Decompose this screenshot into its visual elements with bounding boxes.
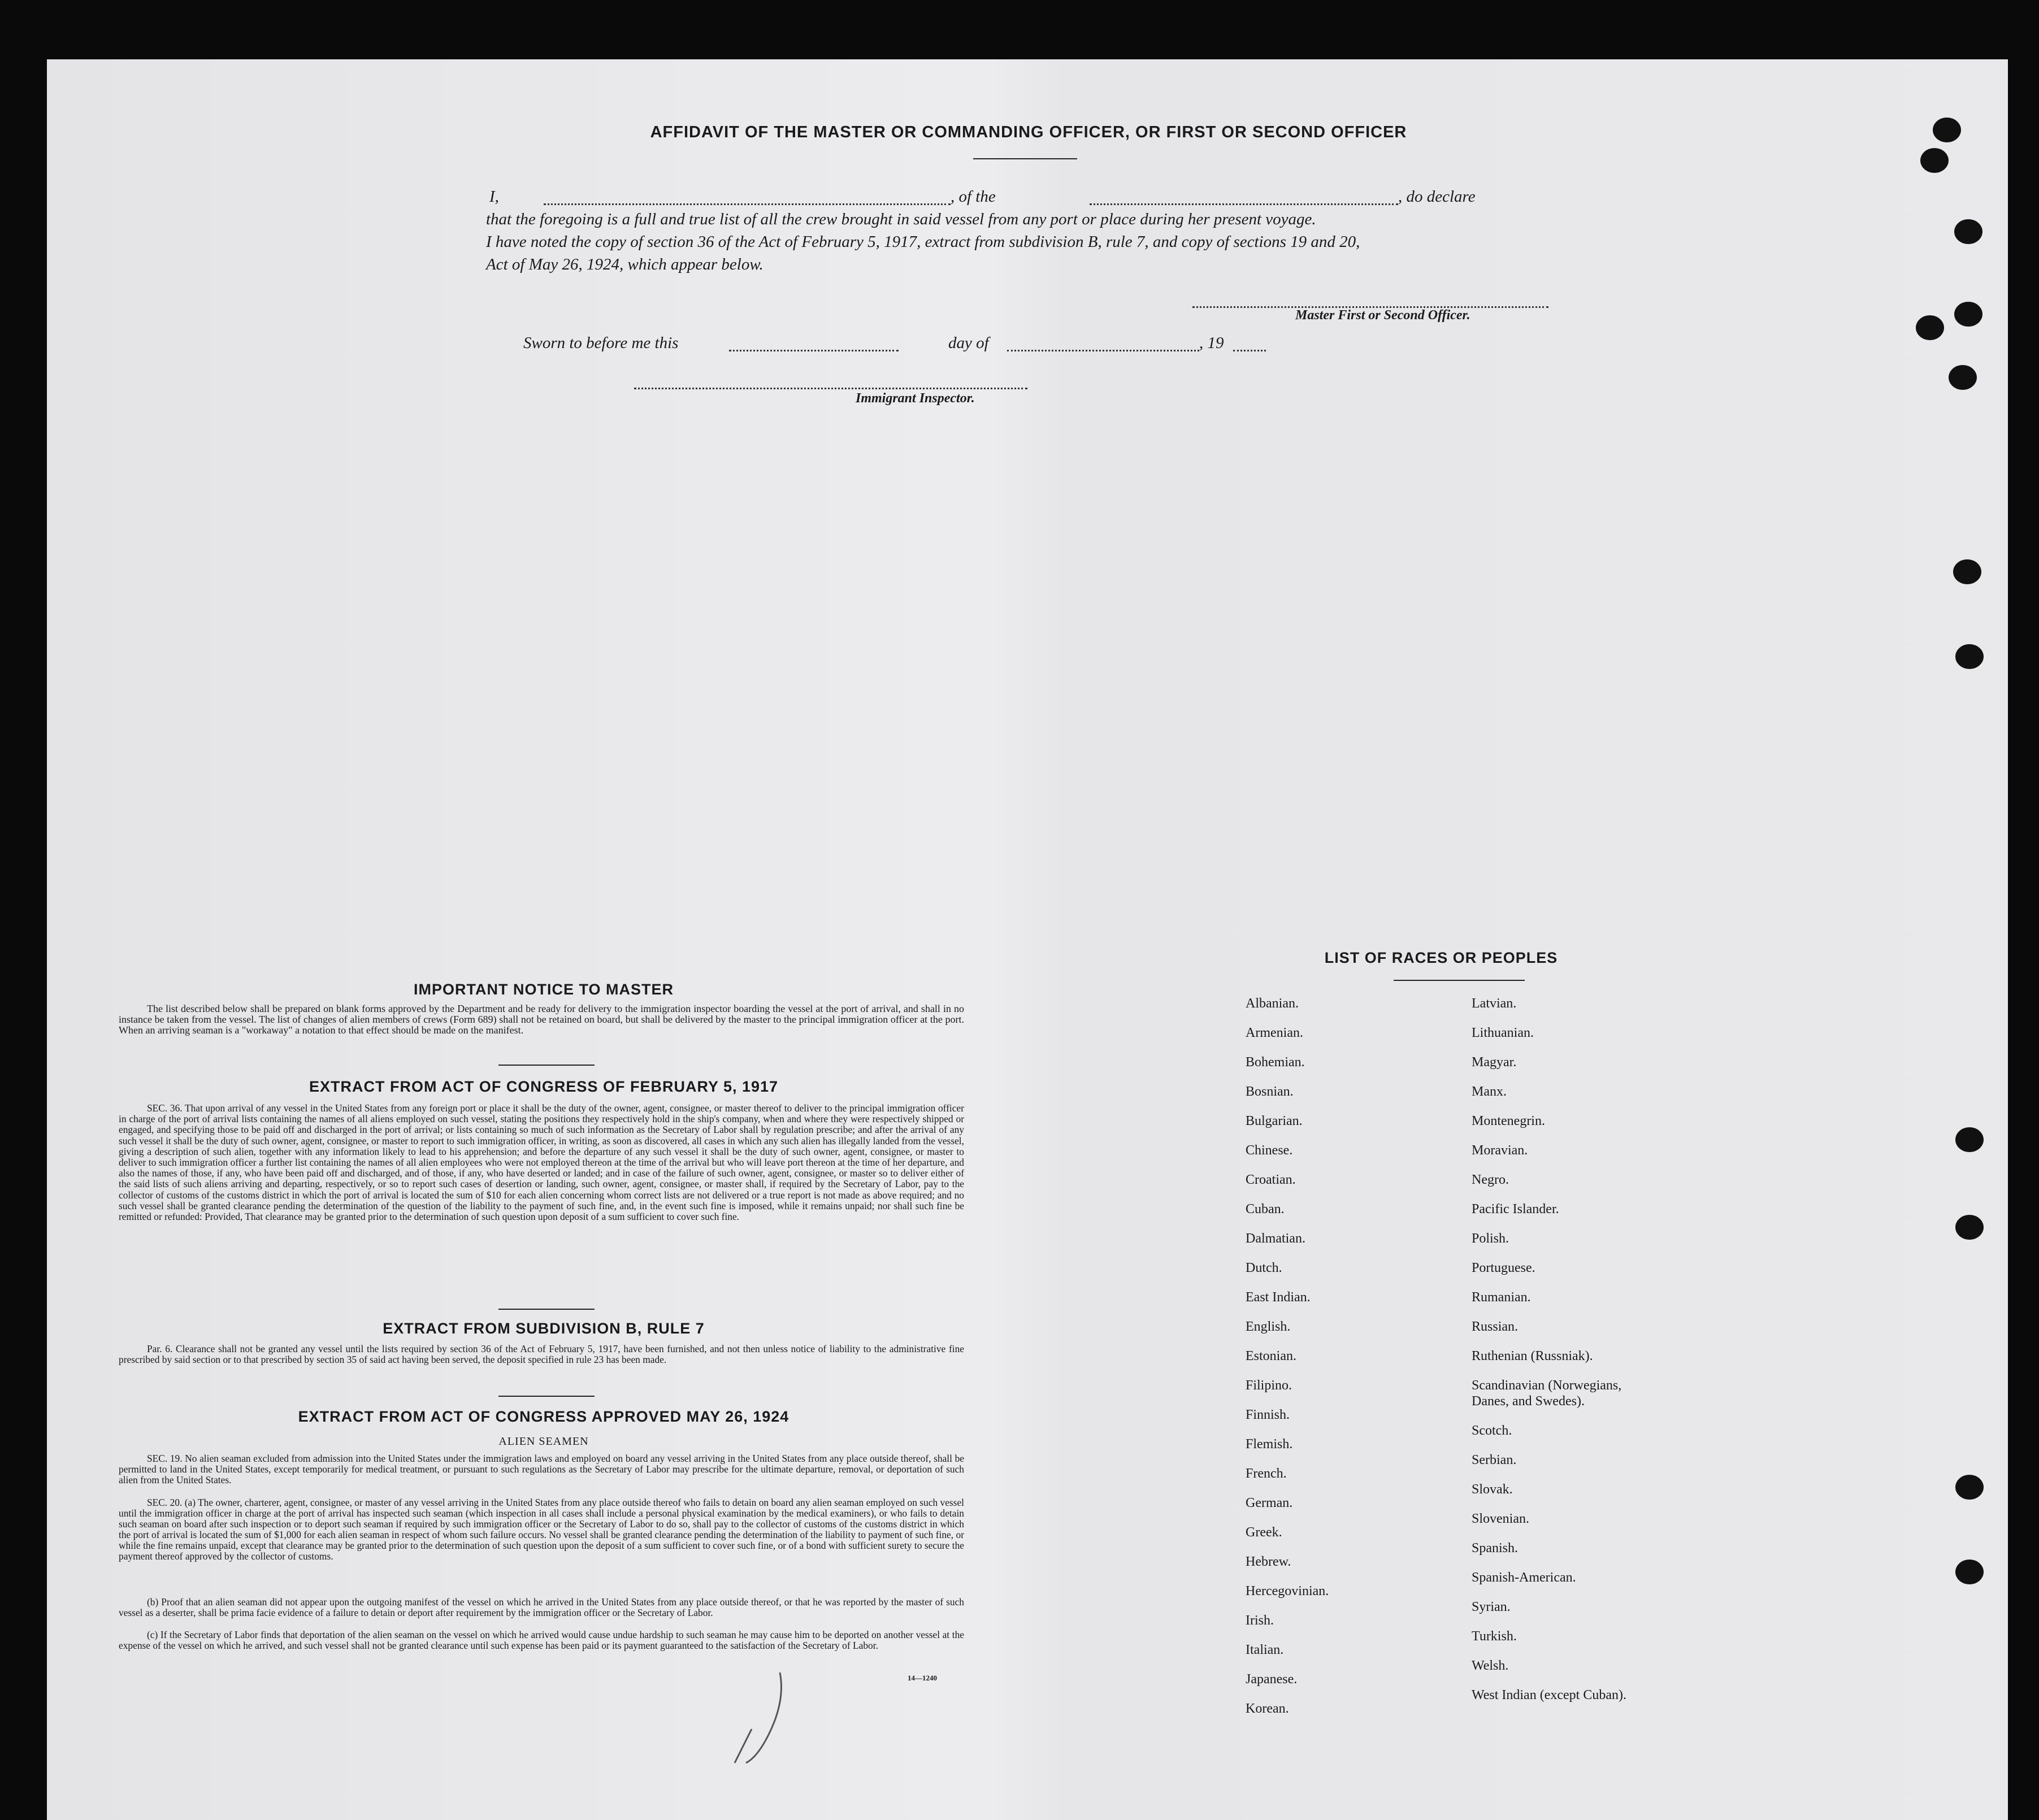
- extract-1924-title: EXTRACT FROM ACT OF CONGRESS APPROVED MAY 26, 1924: [298, 1408, 789, 1425]
- extract-rule7-title: EXTRACT FROM SUBDIVISION B, RULE 7: [383, 1320, 705, 1337]
- race-item: Hercegovinian.: [1246, 1584, 1329, 1599]
- race-item: Latvian.: [1472, 996, 1517, 1011]
- vessel-name-field[interactable]: [1090, 203, 1398, 205]
- race-item: Flemish.: [1246, 1437, 1293, 1452]
- race-item: Manx.: [1472, 1084, 1507, 1099]
- race-item: Japanese.: [1246, 1672, 1298, 1687]
- binder-hole: [1954, 219, 1982, 244]
- section-divider: [498, 1396, 595, 1397]
- race-item: Ruthenian (Russniak).: [1472, 1349, 1593, 1363]
- race-item: Bohemian.: [1246, 1055, 1305, 1070]
- race-item: Rumanian.: [1472, 1290, 1531, 1305]
- race-item: Magyar.: [1472, 1055, 1517, 1070]
- race-item: Dutch.: [1246, 1261, 1282, 1275]
- race-item: Croatian.: [1246, 1172, 1296, 1187]
- race-item: Turkish.: [1472, 1629, 1517, 1644]
- master-name-field[interactable]: [544, 203, 951, 205]
- race-item: Russian.: [1472, 1319, 1519, 1334]
- race-item: Montenegrin.: [1472, 1114, 1545, 1128]
- sworn-year-field[interactable]: [1233, 350, 1266, 351]
- race-item: Serbian.: [1472, 1453, 1517, 1467]
- race-item: Slovenian.: [1472, 1511, 1529, 1526]
- race-item: Filipino.: [1246, 1378, 1292, 1393]
- binder-hole: [1916, 315, 1944, 340]
- race-item: Bulgarian.: [1246, 1114, 1303, 1128]
- race-item: Syrian.: [1472, 1600, 1511, 1614]
- sworn-day-field[interactable]: [729, 350, 899, 351]
- binder-hole: [1955, 1475, 1984, 1500]
- race-item: German.: [1246, 1496, 1293, 1510]
- binder-hole: [1955, 644, 1984, 669]
- race-item: Pacific Islander.: [1472, 1202, 1559, 1217]
- race-item: Chinese.: [1246, 1143, 1293, 1158]
- section-divider: [498, 1309, 595, 1310]
- race-item: Bosnian.: [1246, 1084, 1294, 1099]
- binder-hole: [1955, 1560, 1984, 1584]
- affidavit-line-1: [489, 188, 1574, 210]
- race-item: Spanish-American.: [1472, 1570, 1576, 1585]
- extract-1924-sec20a: SEC. 20. (a) The owner, charterer, agent, consignee, or master of any vessel arriving in the United States from any place outside thereof who fails to detain on board any alien seaman employed on such vessel until the immigration officer in charge at the port of arrival has inspected such seaman (which inspection in all cases shall include a personal physical examination by the medical examiners), or who fails to detain such seaman on board after such inspection or to deport such seaman if required by such immigration officer or the Secretary of Labor to do so, shall pay to the collector of customs of the customs district in which the port of arrival is located the sum of $1,000 for each alien seaman in respect of whom such failure occurs. No vessel shall be granted clearance pending the determination of the liability to payment of such fine, or while the fine remains unpaid, except that clearance may be granted prior to the determination of such question upon the deposit of a sum sufficient to cover such fine, or of a bond with sufficient surety to secure the payment thereof approved by the collector of customs.: [119, 1497, 964, 1562]
- binder-hole: [1920, 148, 1949, 173]
- binder-hole: [1954, 302, 1982, 327]
- race-item: Albanian.: [1246, 996, 1299, 1011]
- binder-hole: [1953, 559, 1981, 584]
- race-item: Polish.: [1472, 1231, 1509, 1246]
- races-title-underline: [1394, 980, 1525, 981]
- sworn-line: [523, 334, 1326, 357]
- race-item: Portuguese.: [1472, 1261, 1535, 1275]
- sworn-prefix: Sworn to before me this: [523, 334, 679, 352]
- binder-hole: [1955, 1127, 1984, 1152]
- race-item: Negro.: [1472, 1172, 1509, 1187]
- affidavit-title: AFFIDAVIT OF THE MASTER OR COMMANDING OFFICER, OR FIRST OR SECOND OFFICER: [650, 123, 1407, 141]
- extract-1924-sec20c: (c) If the Secretary of Labor finds that deportation of the alien seaman on the vessel on which he arrived would cause undue hardship to such seaman he may cause him to be deported on another vessel at the expense of the vessel on which he arrived, and such vessel shall not be granted clearance until such expense has been paid or its payment guaranteed to the satisfaction of the Secretary of Labor.: [119, 1629, 964, 1651]
- section-divider: [498, 1065, 595, 1066]
- inspector-signature-field[interactable]: [634, 388, 1027, 389]
- race-item: Irish.: [1246, 1613, 1274, 1628]
- affidavit-line-3: I have noted the copy of section 36 of the Act of February 5, 1917, extract from subdivision B, rule 7, and copy of sections 19 and 20,: [486, 233, 1360, 251]
- race-item: Lithuanian.: [1472, 1026, 1534, 1040]
- binder-hole: [1955, 1215, 1984, 1240]
- form-number: 14—1240: [908, 1674, 937, 1682]
- title-underline: [973, 158, 1077, 159]
- race-item: Dalmatian.: [1246, 1231, 1305, 1246]
- extract-1924-sec20b: (b) Proof that an alien seaman did not appear upon the outgoing manifest of the vessel on which he arrived in the United States from any place outside thereof, or that he was reported by the master of such vessel as a deserter, shall be prima facie evidence of a failure to detain or deport after requirement by the immigration officer or the Secretary of Labor.: [119, 1596, 964, 1618]
- race-item: French.: [1246, 1466, 1287, 1481]
- notice-body: The list described below shall be prepared on blank forms approved by the Department and be ready for delivery to the immigration inspector boarding the vessel at the port of arrival, and shall in no instance be taken from the vessel. The list of changes of alien members of crews (Form 689) shall not be retained on board, but shall be delivered by the master to the principal immigration officer at the port. When an arriving seaman is a "workaway" a notation to that effect should be made on the manifest.: [119, 1003, 964, 1036]
- race-item: Korean.: [1246, 1701, 1289, 1716]
- affidavit-do-declare-label: , do declare: [1398, 188, 1476, 206]
- races-title: LIST OF RACES OR PEOPLES: [1324, 949, 1558, 966]
- affidavit-of-the-label: , of the: [951, 188, 996, 206]
- binder-hole: [1933, 118, 1961, 142]
- master-signature-label: Master First or Second Officer.: [1295, 308, 1470, 323]
- affidavit-i-label: I,: [489, 188, 499, 206]
- handwritten-mark: [701, 1667, 791, 1780]
- binder-hole: [1949, 365, 1977, 390]
- sworn-month-field[interactable]: [1007, 350, 1199, 351]
- extract-1917-body: SEC. 36. That upon arrival of any vessel in the United States from any foreign port or place it shall be the duty of the owner, agent, consignee, or master thereof to deliver to the principal immigration officer in charge of the port of arrival lists containing the names of all aliens employed on such vessel, stating the positions they respectively hold in the ship's company, when and where they were respectively shipped or engaged, and specifying those to be paid off and discharged in the port of arrival; or lists containing so much of such information as the Secretary of Labor shall by regulation prescribe; and after the arrival of any such vessel it shall be the duty of such owner, agent, consignee, or master to report to such immigration officer, in writing, as soon as discovered, all cases in which any such alien has illegally landed from the vessel, giving a description of such alien, together with any information likely to lead to his apprehension; and before the departure of any such vessel it shall be the duty of such owner, agent, consignee, or master to deliver to such immigration officer a further list containing the names of all alien employees who were not employed thereon at the time of the arrival but who will leave port thereon at the time of her departure, and also the names of those, if any, who have been paid off and discharged, and of those, if any, who have deserted or landed; and in case of the failure of such owner, agent, consignee, or master so to deliver either of the said lists of such aliens arriving and departing, respectively, or so to report such cases of desertion or landing, such owner, agent, consignee, or master shall, if required by the Secretary of Labor, pay to the collector of customs of the customs district in which the port of arrival is located the sum of $10 for each alien concerning whom correct lists are not delivered or a true report is not made as above required; and no such vessel shall be granted clearance pending the determination of the question of the liability to the payment of such fine, and, in the event such fine is imposed, while it remains unpaid; nor shall such fine be remitted or refunded: Provided, That clearance may be granted prior to the determination of such question upon deposit of a sum sufficient to cover such fine.: [119, 1102, 964, 1223]
- race-item: West Indian (except Cuban).: [1472, 1688, 1626, 1702]
- race-item: Welsh.: [1472, 1658, 1509, 1673]
- race-item: Scotch.: [1472, 1423, 1512, 1438]
- notice-title: IMPORTANT NOTICE TO MASTER: [414, 981, 674, 998]
- inspector-label: Immigrant Inspector.: [856, 391, 975, 406]
- extract-1917-title: EXTRACT FROM ACT OF CONGRESS OF FEBRUARY 5, 1917: [309, 1078, 779, 1095]
- race-item: Estonian.: [1246, 1349, 1296, 1363]
- race-item: East Indian.: [1246, 1290, 1311, 1305]
- race-item: Slovak.: [1472, 1482, 1513, 1497]
- race-item: Scandinavian (Norwegians, Danes, and Swedes).: [1472, 1378, 1622, 1409]
- race-item: Moravian.: [1472, 1143, 1528, 1158]
- race-item: Hebrew.: [1246, 1554, 1291, 1569]
- extract-1924-sec19: SEC. 19. No alien seaman excluded from admission into the United States under the immigration laws and employed on board any vessel arriving in the United States from any place outside thereof, shall be permitted to land in the United States, except temporarily for medical treatment, or pursuant to such regulations as the Secretary of Labor may prescribe for the ultimate departure, removal, or deportation of such alien from the United States.: [119, 1453, 964, 1485]
- affidavit-line-4: Act of May 26, 1924, which appear below.: [486, 255, 763, 273]
- sworn-day-of-label: day of: [948, 334, 989, 352]
- affidavit-line-2: that the foregoing is a full and true list of all the crew brought in said vessel from any port or place during her present voyage.: [486, 210, 1316, 228]
- sworn-year-label: , 19: [1199, 334, 1224, 352]
- race-item: Cuban.: [1246, 1202, 1285, 1217]
- race-item: Finnish.: [1246, 1408, 1290, 1422]
- race-item: Greek.: [1246, 1525, 1282, 1540]
- race-item: Italian.: [1246, 1643, 1284, 1657]
- extract-rule7-body: Par. 6. Clearance shall not be granted any vessel until the lists required by section 36 of the Act of February 5, 1917, have been furnished, and not then unless notice of liability to the administrative fine prescribed by said section or to that prescribed by section 35 of said act having been served, the deposit specified in rule 23 has been made.: [119, 1343, 964, 1365]
- extract-1924-subtitle: ALIEN SEAMEN: [498, 1435, 589, 1448]
- race-item: English.: [1246, 1319, 1291, 1334]
- race-item: Spanish.: [1472, 1541, 1519, 1556]
- race-item: Armenian.: [1246, 1026, 1303, 1040]
